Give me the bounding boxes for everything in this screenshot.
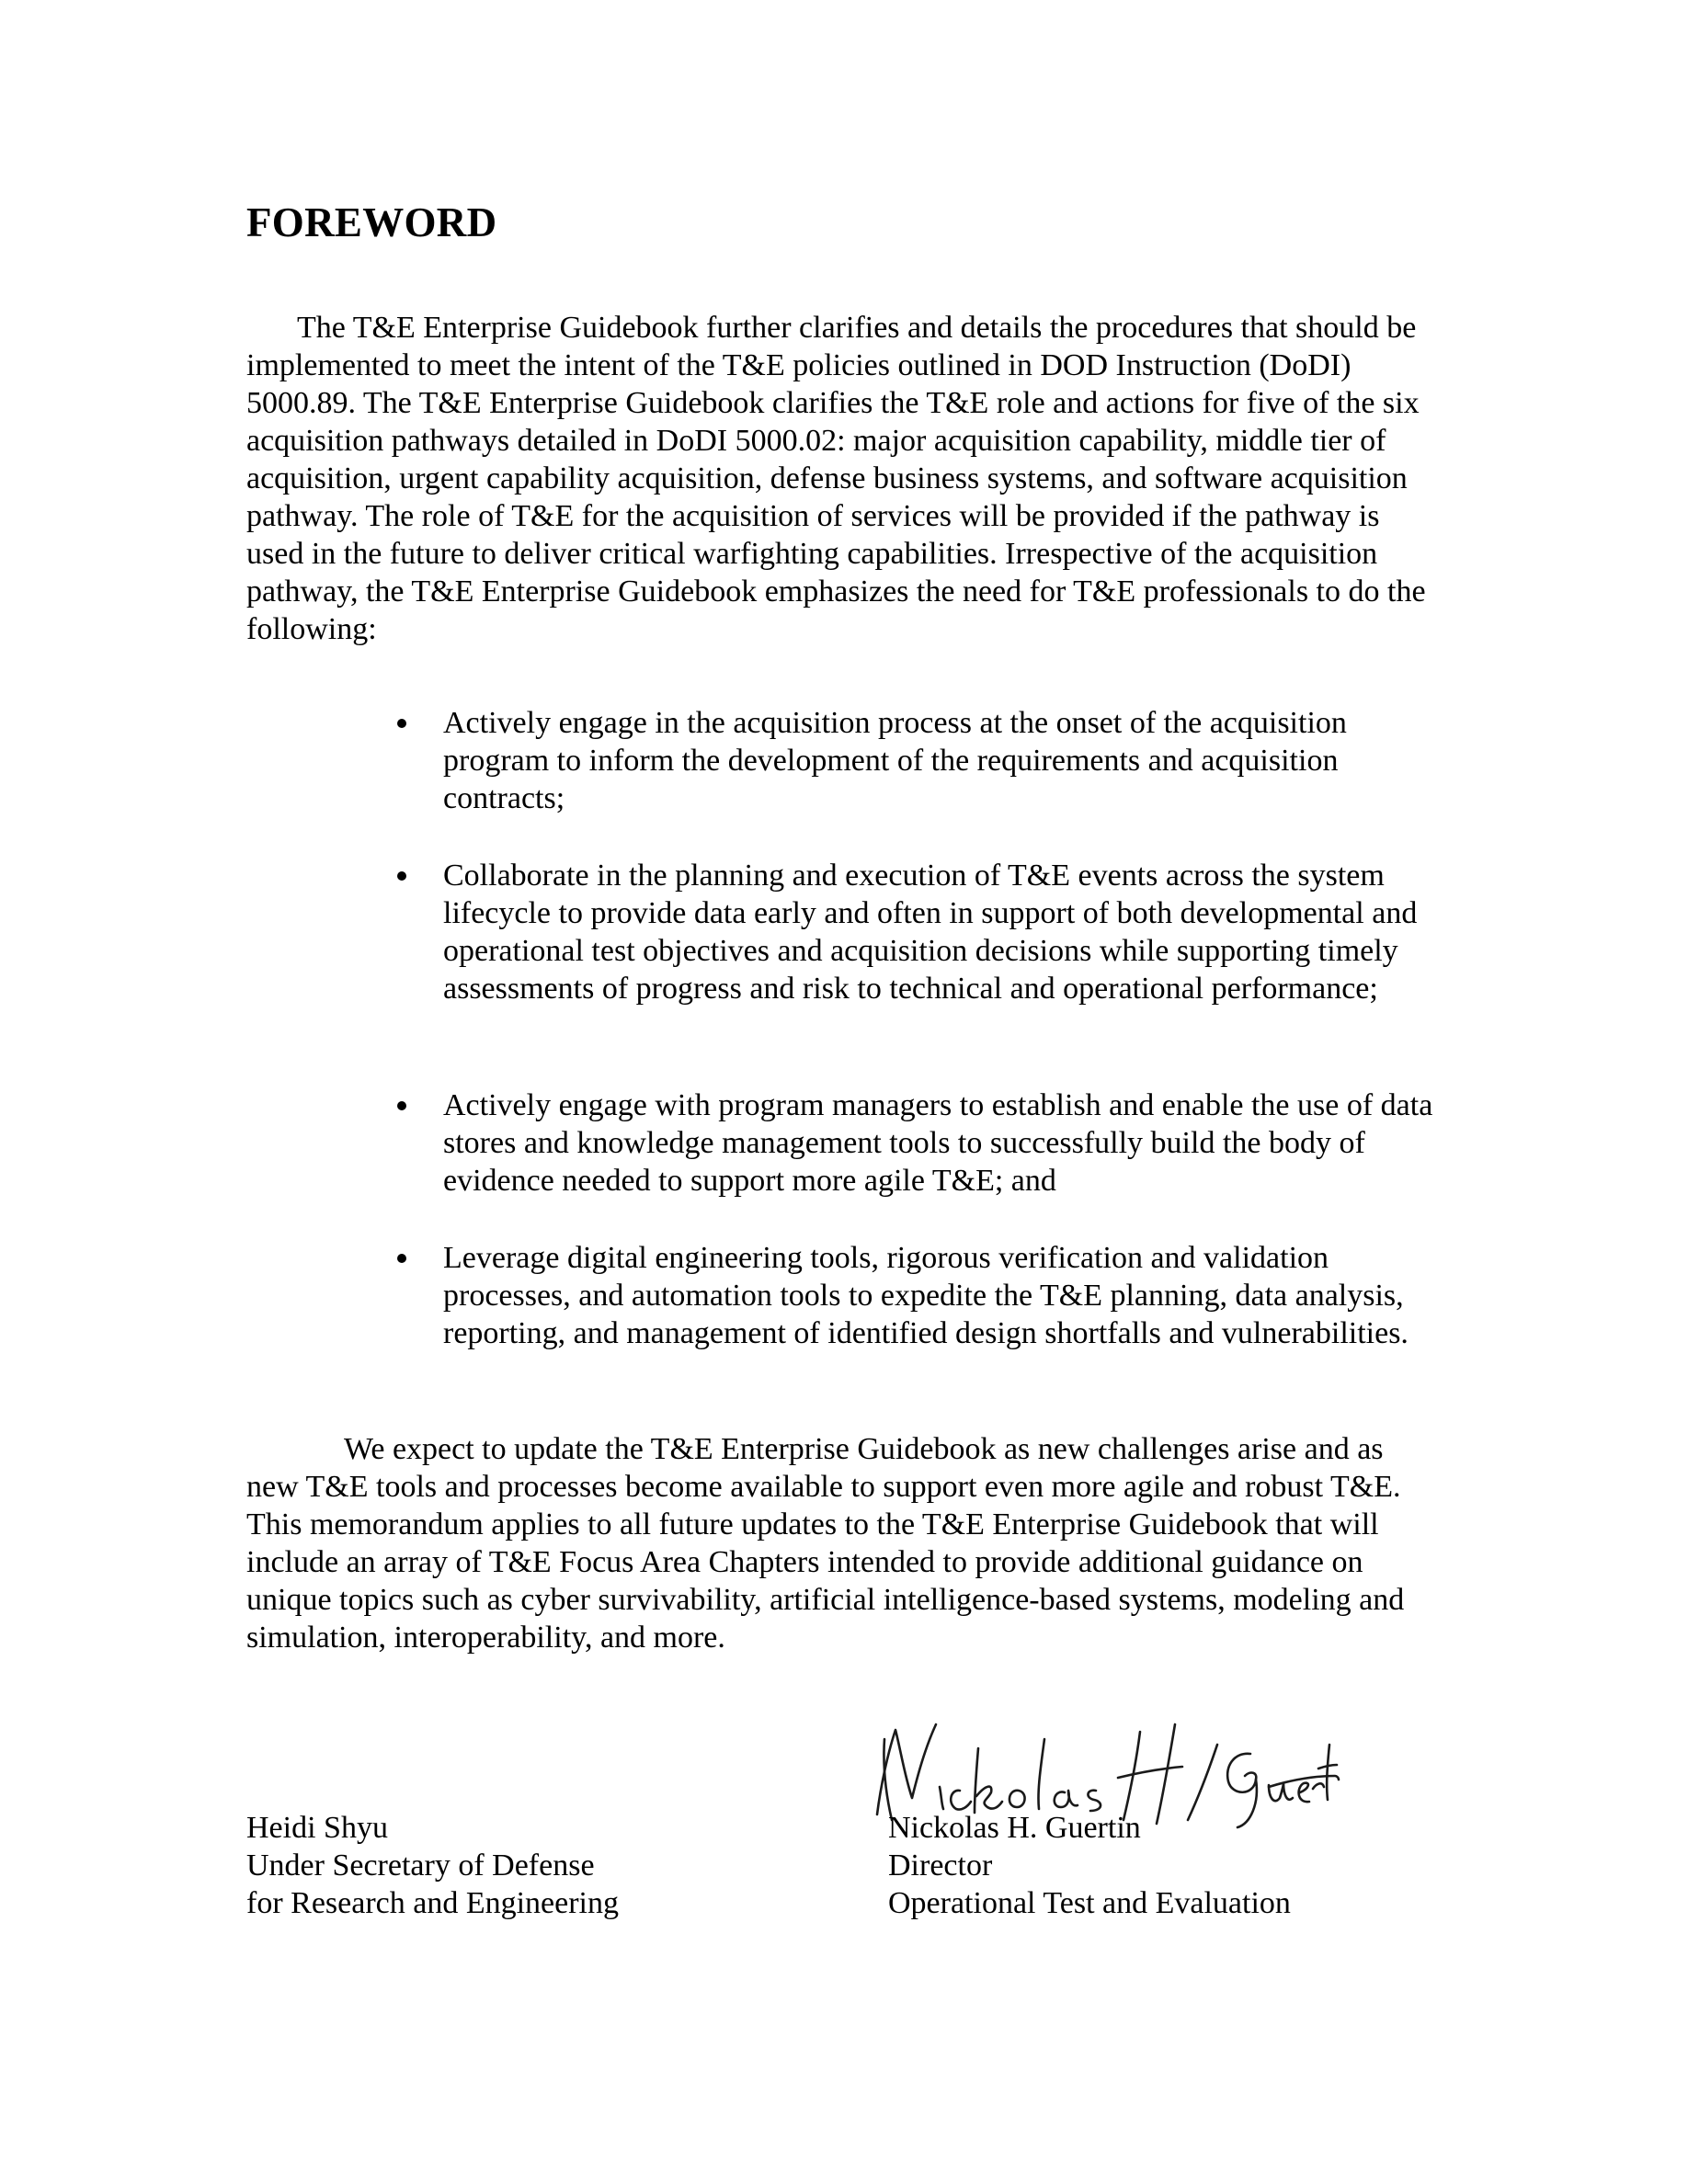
signatory-right <box>888 1809 1291 1922</box>
bullet-item <box>443 1086 1445 1200</box>
bullet-text: Leverage digital engineering tools, rigorous verification and validation processes, and automation tools to expedite the T&E planning, data analysis, reporting, and management of identified design shortfalls and vulnerabilities. <box>443 1241 1409 1350</box>
bullet-dot-icon <box>397 719 406 728</box>
bullet-text: Actively engage in the acquisition process at the onset of the acquisition program to inform the development of the requirements and acquisition contracts; <box>443 706 1347 815</box>
signatory-title: for Research and Engineering <box>246 1886 619 1920</box>
signatory-left <box>246 1809 619 1922</box>
signatory-name: Nickolas H. Guertin <box>888 1811 1141 1845</box>
bullet-text: Actively engage with program managers to establish and enable the use of data stores and knowledge management tools to successfully build the body of evidence needed to support more agile T&E; and <box>443 1088 1433 1198</box>
closing-paragraph: We expect to update the T&E Enterprise Guidebook as new challenges arise and as new T&E tools and processes become available to support even more agile and robust T&E. This memorandum applies to all future updates to the T&E Enterprise Guidebook that will include an array of T&E Focus Area Chapters intended to provide additional guidance on unique topics such as cyber survivability, artificial intelligence-based systems, modeling and simulation, interoperability, and more. <box>246 1432 1405 1655</box>
signatory-title: Director <box>888 1848 993 1883</box>
bullet-item <box>443 1239 1445 1352</box>
bullet-dot-icon <box>397 1254 406 1263</box>
signatory-name: Heidi Shyu <box>246 1811 388 1845</box>
bullet-text: Collaborate in the planning and execution of T&E events across the system lifecycle to provide data early and often in support of both developmental and operational test objectives and acquisition decisions while supporting timely assessments of progress and risk to technical and operational performance; <box>443 859 1418 1006</box>
bullet-dot-icon <box>397 871 406 881</box>
bullet-item <box>443 857 1445 1007</box>
bullet-dot-icon <box>397 1101 406 1110</box>
signatory-title: Operational Test and Evaluation <box>888 1886 1291 1920</box>
page-title: FOREWORD <box>246 199 497 245</box>
intro-paragraph: The T&E Enterprise Guidebook further clarifies and details the procedures that should be implemented to meet the intent of the T&E policies outlined in DOD Instruction (DoDI) 5000.89. The T&E Enterprise Guidebook clarifies the T&E role and actions for five of the six acquisition pathways detailed in DoDI 5000.02: major acquisition capability, middle tier of acquisition, urgent capability acquisition, defense business systems, and software acquisition pathway. The role of T&E for the acquisition of services will be provided if the pathway is used in the future to deliver critical warfighting capabilities. Irrespective of the acquisition pathway, the T&E Enterprise Guidebook emphasizes the need for T&E professionals to do the following: <box>246 311 1426 646</box>
signatory-title: Under Secretary of Defense <box>246 1848 595 1883</box>
bullet-item <box>443 704 1445 817</box>
